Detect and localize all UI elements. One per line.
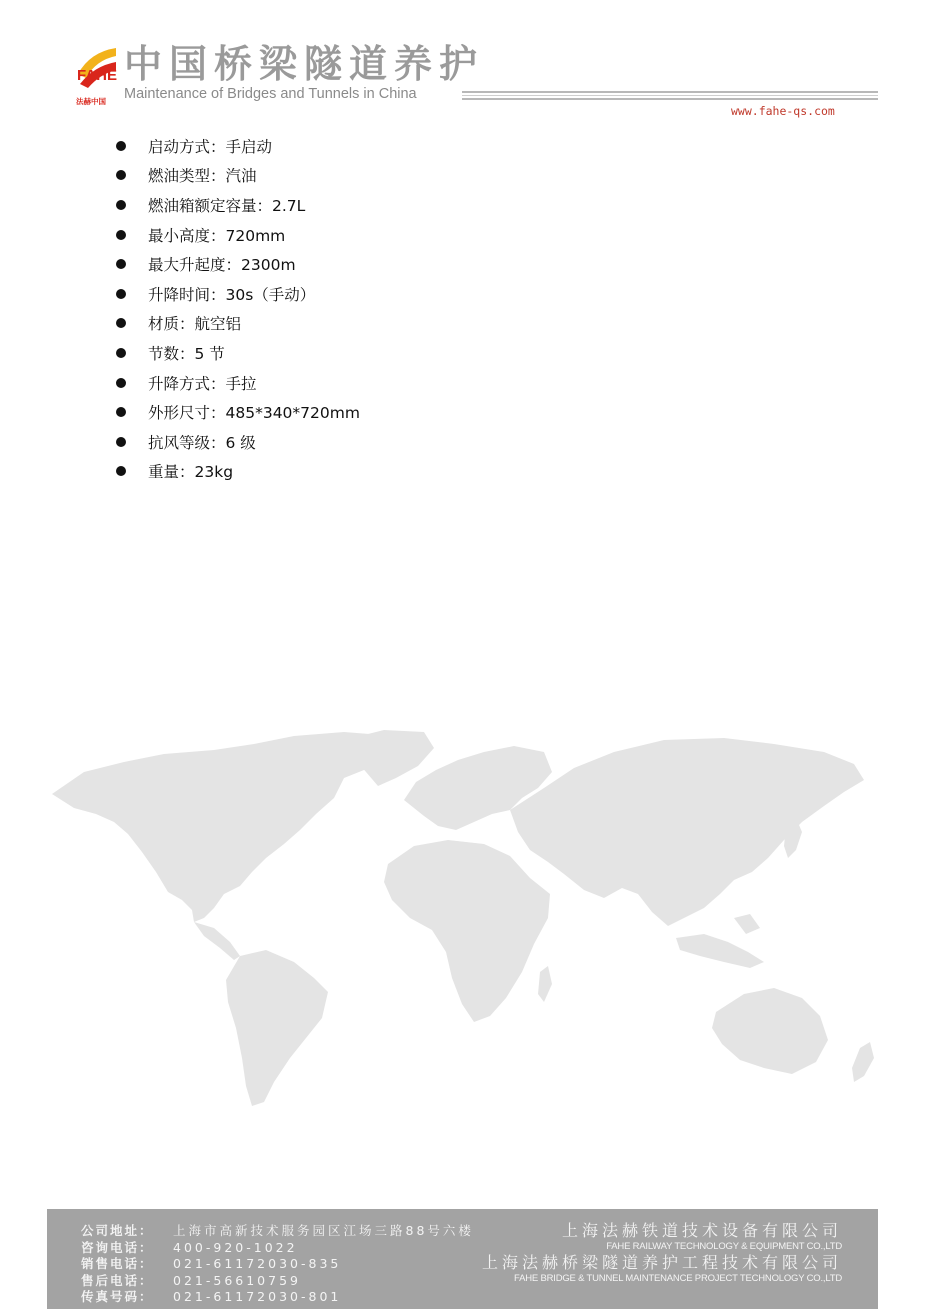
spec-text: 重量：23kg: [148, 463, 234, 482]
spec-text: 燃油箱额定容量：2.7L: [148, 196, 306, 215]
company-name-railway-cn: 上海法赫铁道技术设备有限公司: [561, 1221, 842, 1240]
contact-value: 400-920-1022: [173, 1239, 298, 1255]
bullet-icon: [116, 170, 126, 180]
spec-item: [116, 368, 360, 398]
spec-list: [116, 131, 360, 486]
bullet-icon: [116, 407, 126, 417]
contact-row: [81, 1273, 474, 1290]
contact-label: 咨询电话：: [81, 1239, 154, 1255]
spec-item: [116, 427, 360, 457]
spec-text: 升降时间：30s（手动）: [148, 285, 316, 304]
bullet-icon: [116, 378, 126, 388]
contact-info: [81, 1223, 474, 1306]
bullet-icon: [116, 466, 126, 476]
company-names: [482, 1221, 842, 1285]
website-link[interactable]: www.fahe-qs.com: [731, 104, 835, 118]
company-name-bridge-en: FAHE BRIDGE & TUNNEL MAINTENANCE PROJECT TECHNOLOGY CO.,LTD: [514, 1273, 842, 1284]
world-map-watermark: [44, 722, 880, 1112]
spec-item: [116, 457, 360, 487]
contact-label: 公司地址：: [81, 1223, 154, 1238]
contact-row: [81, 1240, 474, 1257]
spec-text: 燃油类型：汽油: [148, 167, 257, 186]
contact-row: [81, 1223, 474, 1240]
company-logo: [76, 44, 118, 106]
bullet-icon: [116, 230, 126, 240]
spec-item: [116, 279, 360, 309]
spec-text: 抗风等级：6 级: [148, 433, 256, 452]
spec-item: [116, 338, 360, 368]
spec-text: 外形尺寸：485*340*720mm: [148, 404, 360, 423]
spec-text: 材质：航空铝: [148, 315, 242, 334]
spec-item: [116, 220, 360, 250]
bullet-icon: [116, 141, 126, 151]
spec-text: 最小高度：720mm: [148, 226, 286, 245]
spec-text: 升降方式：手拉: [148, 374, 257, 393]
contact-row: [81, 1256, 474, 1273]
bullet-icon: [116, 200, 126, 210]
contact-value: 上海市高新技术服务园区江场三路88号六楼: [173, 1223, 474, 1238]
spec-item: [116, 309, 360, 339]
contact-value: 021-61172030-835: [173, 1256, 342, 1271]
spec-text: 启动方式：手启动: [148, 137, 273, 156]
logo-text: FAHE: [77, 67, 118, 84]
contact-label: 销售电话：: [81, 1256, 154, 1271]
contact-row: [81, 1289, 474, 1306]
bullet-icon: [116, 437, 126, 447]
header-divider: [462, 91, 878, 100]
company-name-railway-en: FAHE RAILWAY TECHNOLOGY & EQUIPMENT CO.,LTD: [606, 1241, 842, 1252]
spec-item: [116, 161, 360, 191]
bullet-icon: [116, 348, 126, 358]
spec-text: 节数：5 节: [148, 344, 225, 363]
bullet-icon: [116, 259, 126, 269]
brand-title-en: Maintenance of Bridges and Tunnels in China: [124, 86, 417, 102]
contact-value: 021-61172030-801: [173, 1289, 342, 1304]
logo-caption: 法赫中国: [76, 97, 106, 106]
footer-bar: [47, 1209, 878, 1309]
contact-label: 传真号码：: [81, 1289, 154, 1304]
spec-item: [116, 131, 360, 161]
contact-value: 021-56610759: [173, 1272, 301, 1288]
bullet-icon: [116, 318, 126, 328]
spec-text: 最大升起度：2300m: [148, 256, 296, 275]
brand-title-cn: 中国桥梁隧道养护: [124, 42, 485, 86]
company-name-bridge-cn: 上海法赫桥梁隧道养护工程技术有限公司: [481, 1253, 842, 1272]
contact-label: 售后电话：: [81, 1272, 154, 1288]
spec-item: [116, 249, 360, 279]
bullet-icon: [116, 289, 126, 299]
spec-item: [116, 190, 360, 220]
spec-item: [116, 397, 360, 427]
